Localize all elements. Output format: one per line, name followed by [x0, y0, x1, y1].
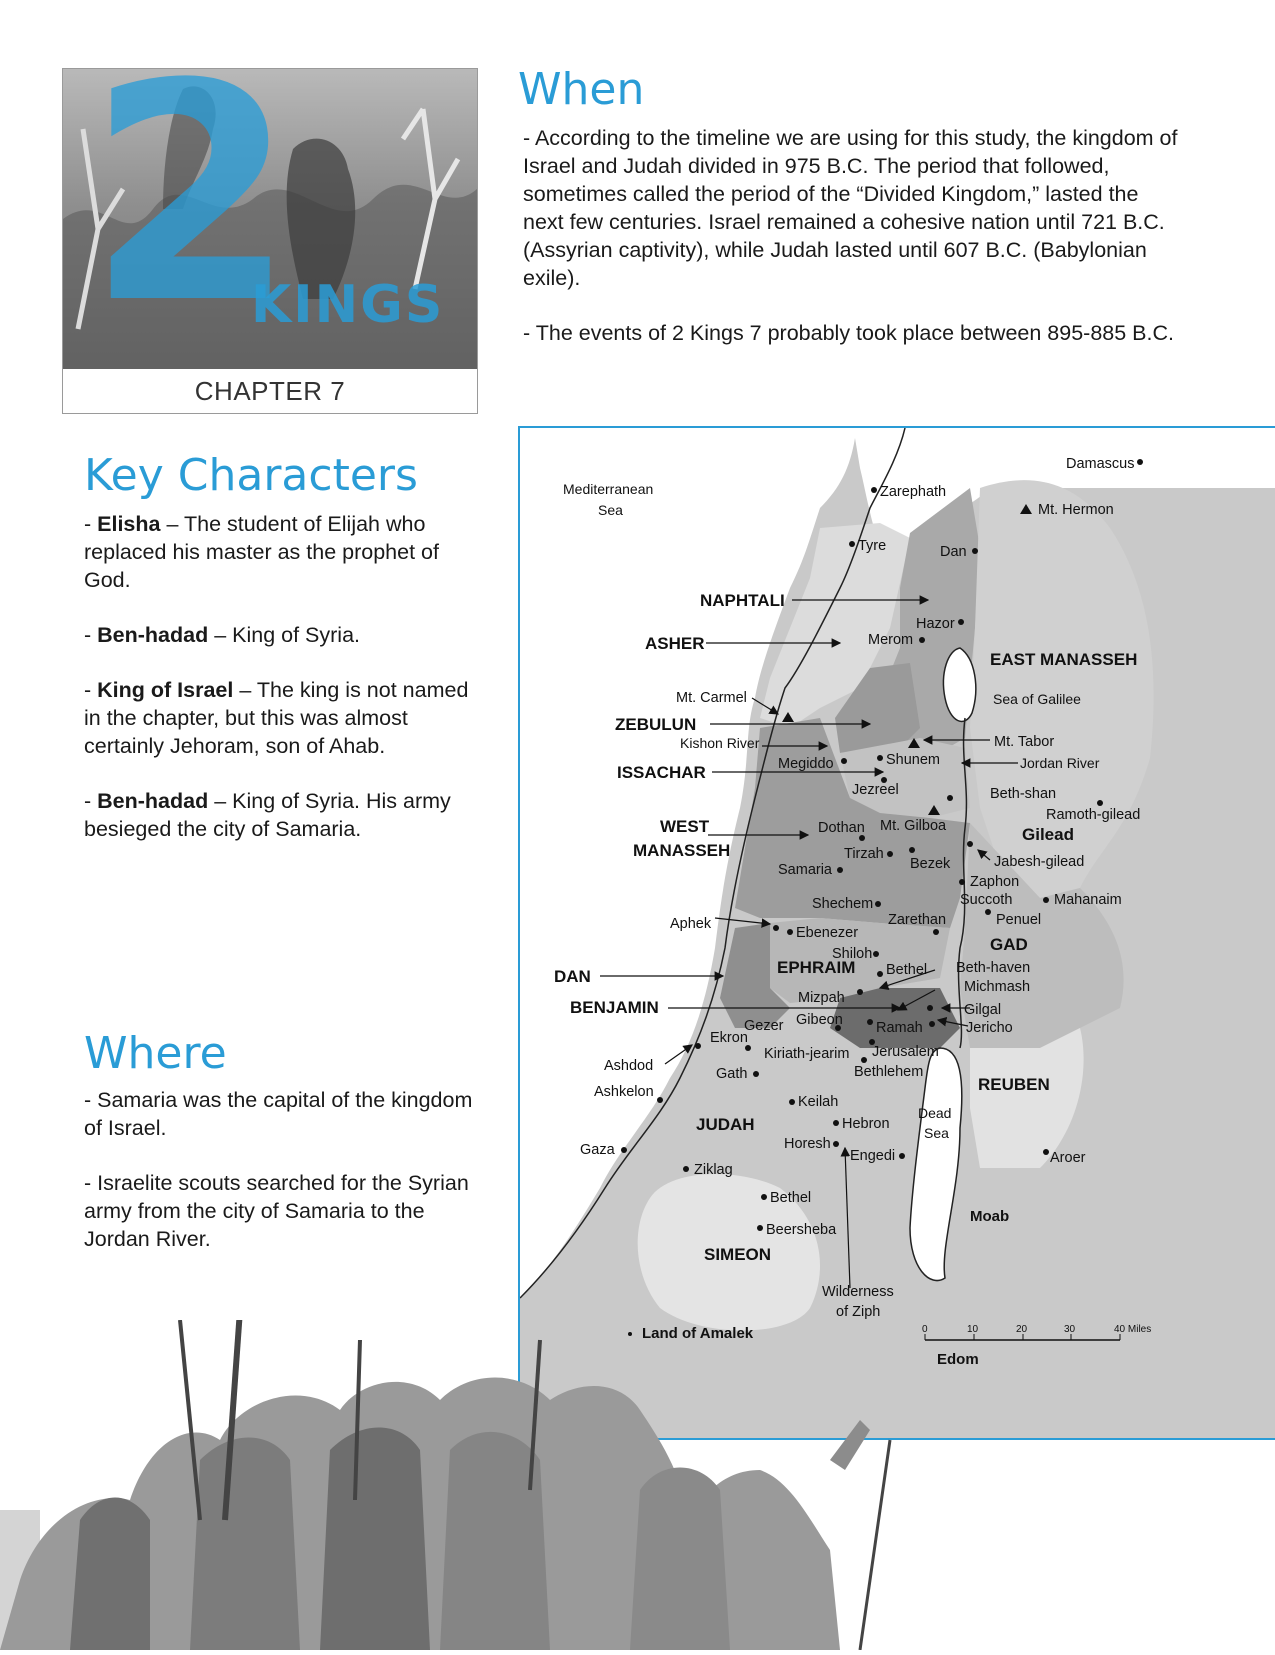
- region-label: EAST MANASSEH: [990, 650, 1138, 669]
- region-label: Land of Amalek: [642, 1325, 754, 1342]
- region-label: ISSACHAR: [617, 763, 706, 782]
- place-label: Mt. Gilboa: [880, 818, 947, 834]
- kings-engraving: [0, 1320, 960, 1650]
- cover-word: KINGS: [251, 275, 445, 335]
- place-label: Ebenezer: [796, 925, 859, 941]
- place-label: Keilah: [798, 1094, 839, 1110]
- region-label: MANASSEH: [633, 841, 731, 860]
- where-paragraph: - Samaria was the capital of the kingdom of Israel.: [84, 1088, 473, 1140]
- region-label: ASHER: [645, 634, 705, 653]
- place-label: Zarephath: [880, 484, 947, 500]
- place-label: Zarethan: [888, 912, 947, 928]
- place-label: Jerusalem: [872, 1044, 939, 1060]
- place-label: Gath: [716, 1066, 748, 1082]
- water-label: Kishon River: [680, 735, 760, 751]
- place-label: Shunem: [886, 752, 941, 768]
- region-label: GAD: [990, 935, 1028, 954]
- place-label: Bethel: [886, 962, 928, 978]
- region-label: NAPHTALI: [700, 591, 785, 610]
- kings-engraving-illustration: [0, 1320, 960, 1650]
- where-paragraph: - Israelite scouts searched for the Syrian army from the city of Samaria to the Jordan River.: [84, 1171, 469, 1251]
- place-label: Wilderness: [822, 1284, 894, 1300]
- character-desc: – The king is not named in the chapter, but this was almost certainly Jehoram, son of Ahab.: [84, 678, 469, 758]
- benjamin-region: [830, 988, 960, 1048]
- character-name: Ben-hadad: [97, 623, 209, 647]
- character-entry: - Elisha – The student of Elijah who replaced his master as the prophet of God.: [84, 512, 439, 592]
- place-label: Ziklag: [694, 1162, 733, 1178]
- place-label: Hebron: [842, 1116, 890, 1132]
- region-label: Edom: [937, 1351, 979, 1368]
- place-label: Ramah: [876, 1020, 923, 1036]
- place-label: Mt. Hermon: [1038, 502, 1114, 518]
- where-heading: Where: [84, 1028, 227, 1079]
- when-paragraph: - According to the timeline we are using for this study, the kingdom of Israel and Judah divided in 975 B.C. The period that followed, sometimes called the period of the “Divided Kingdom,” lasted the next few centuries. Israel remained a cohesive nation until 721 B.C. (Assyrian captivity), while Judah lasted until 607 B.C. (Babylonian exile).: [523, 126, 1178, 290]
- place-label: Samaria: [778, 862, 832, 878]
- place-label: Gezer: [744, 1018, 784, 1034]
- when-body: [523, 124, 1183, 347]
- scale-tick: 20: [1016, 1324, 1028, 1335]
- place-label: Megiddo: [778, 756, 834, 772]
- region-label: WEST: [660, 817, 710, 836]
- place-label: Beth-haven: [956, 960, 1031, 976]
- region-label: ZEBULUN: [615, 715, 697, 734]
- place-label: Bezek: [910, 856, 951, 872]
- place-label: Dan: [940, 544, 967, 560]
- character-entry: - King of Israel – The king is not named in the chapter, but this was almost certainly Jehoram, son of Ahab.: [84, 678, 469, 758]
- region-label: DAN: [554, 967, 591, 986]
- place-label: Jericho: [966, 1020, 1013, 1036]
- place-label: Gaza: [580, 1142, 615, 1158]
- place-label: Mahanaim: [1054, 892, 1122, 908]
- place-label: Dothan: [818, 820, 865, 836]
- where-body: [84, 1086, 484, 1253]
- when-heading: When: [518, 64, 645, 115]
- character-entry: - Ben-hadad – King of Syria. His army besieged the city of Samaria.: [84, 789, 451, 841]
- chapter-caption: CHAPTER 7: [194, 376, 346, 406]
- place-label: Gilgal: [964, 1002, 1002, 1018]
- cover-number: 2: [87, 69, 296, 369]
- place-label: Tyre: [858, 538, 887, 554]
- water-label: Mediterranean: [563, 481, 654, 497]
- water-label: Jordan River: [1020, 755, 1100, 771]
- place-label: Mizpah: [798, 990, 845, 1006]
- key-characters-heading: Key Characters: [84, 450, 418, 501]
- region-label: REUBEN: [978, 1075, 1050, 1094]
- water-label: Sea: [598, 502, 623, 518]
- place-label: Mt. Carmel: [676, 690, 747, 706]
- region-label: JUDAH: [696, 1115, 755, 1134]
- place-label: Engedi: [850, 1148, 896, 1164]
- place-label: Jezreel: [852, 782, 899, 798]
- region-label: Moab: [970, 1208, 1010, 1225]
- place-label: Shiloh: [832, 946, 873, 962]
- scale-tick: 10: [967, 1324, 979, 1335]
- region-label: BENJAMIN: [570, 998, 659, 1017]
- place-label: Shechem: [812, 896, 874, 912]
- place-label: Jabesh-gilead: [994, 854, 1085, 870]
- region-label: SIMEON: [704, 1245, 772, 1264]
- place-label: Tirzah: [844, 846, 884, 862]
- place-label: Aroer: [1050, 1150, 1086, 1166]
- scale-tick: 40 Miles: [1114, 1324, 1152, 1335]
- place-label: Hazor: [916, 616, 955, 632]
- place-label: Bethel: [770, 1190, 812, 1206]
- character-entry: - Ben-hadad – King of Syria.: [84, 623, 361, 647]
- place-label: Gibeon: [796, 1012, 843, 1028]
- place-label: Ashkelon: [594, 1084, 654, 1100]
- character-desc: – King of Syria.: [208, 623, 361, 647]
- character-desc: – King of Syria. His army besieged the city of Samaria.: [84, 789, 451, 841]
- place-label: Succoth: [960, 892, 1013, 908]
- scale-tick: 30: [1064, 1324, 1076, 1335]
- character-name: King of Israel: [97, 678, 234, 702]
- place-label: Horesh: [784, 1136, 831, 1152]
- place-label: Ramoth-gilead: [1046, 807, 1141, 823]
- when-paragraph: - The events of 2 Kings 7 probably took place between 895-885 B.C.: [523, 321, 1174, 345]
- place-label: Damascus: [1066, 456, 1135, 472]
- region-label: EPHRAIM: [777, 958, 856, 977]
- cover-image: [62, 68, 478, 414]
- key-characters-list: [84, 510, 484, 843]
- place-label: Ekron: [710, 1030, 748, 1046]
- place-label: Michmash: [964, 979, 1031, 995]
- place-label: Beth-shan: [990, 786, 1057, 802]
- map-svg: [520, 428, 1275, 1440]
- water-label: Dead: [918, 1105, 952, 1121]
- place-label: Mt. Tabor: [994, 734, 1055, 750]
- place-label: Merom: [868, 632, 914, 648]
- water-label: Sea of Galilee: [993, 691, 1081, 707]
- water-label: Sea: [924, 1125, 949, 1141]
- place-label: Zaphon: [970, 874, 1020, 890]
- map-panel: [518, 426, 1275, 1440]
- place-label: Kiriath-jearim: [764, 1046, 850, 1062]
- region-label: Gilead: [1022, 825, 1074, 844]
- place-label: Aphek: [670, 916, 712, 932]
- character-name: Elisha: [97, 512, 161, 536]
- scale-tick: 0: [922, 1324, 928, 1335]
- place-label: Penuel: [996, 912, 1042, 928]
- character-name: Ben-hadad: [97, 789, 209, 813]
- place-label: of Ziph: [836, 1304, 881, 1320]
- place-label: Ashdod: [604, 1058, 654, 1074]
- place-label: Bethlehem: [854, 1064, 924, 1080]
- character-desc: – The student of Elijah who replaced his master as the prophet of God.: [84, 512, 439, 592]
- cover-engraving: [63, 69, 477, 369]
- place-label: Beersheba: [766, 1222, 837, 1238]
